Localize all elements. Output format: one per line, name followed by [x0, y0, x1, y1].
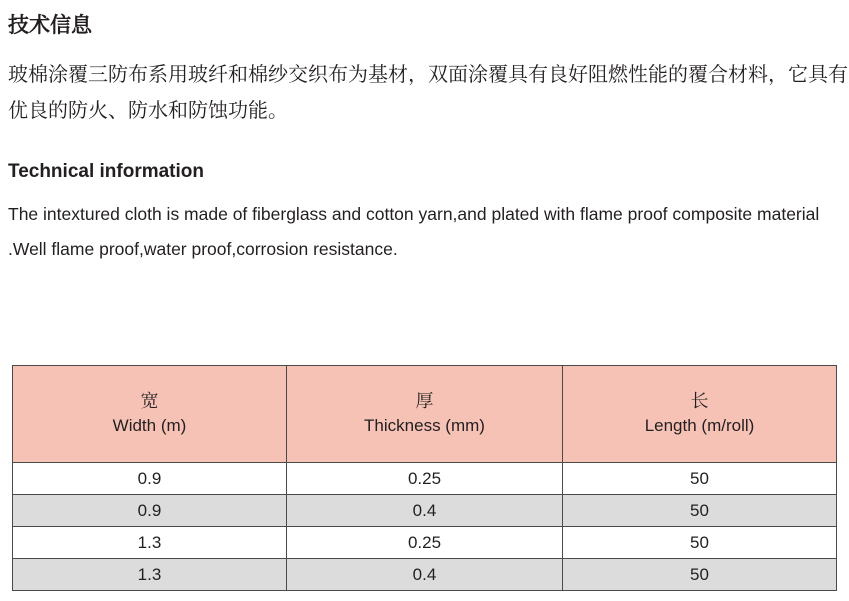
- column-header-width: [13, 366, 287, 463]
- chinese-heading: 技术信息: [8, 13, 92, 37]
- column-header-cn: 厚: [415, 391, 434, 412]
- table-cell-thickness: 0.4: [287, 495, 563, 527]
- column-header-en: Width (m): [112, 416, 187, 435]
- table-cell-width: 0.9: [13, 495, 287, 527]
- table-cell-length: 50: [563, 463, 837, 495]
- english-heading: Technical information: [8, 161, 205, 182]
- table-cell-width: 0.9: [13, 463, 287, 495]
- table-row: [13, 527, 837, 559]
- table-cell-thickness: 0.25: [287, 463, 563, 495]
- table-row: [13, 559, 837, 591]
- column-header-cn: 宽: [140, 391, 159, 412]
- table-row: [13, 495, 837, 527]
- chinese-description: 玻棉涂覆三防布系用玻纤和棉纱交织布为基材，双面涂覆具有良好阻燃性能的覆合材料，它具有优良的防火、防水和防蚀功能。: [8, 62, 848, 122]
- column-header-en: Length (m/roll): [644, 416, 755, 435]
- table-cell-width: 1.3: [13, 527, 287, 559]
- table-cell-width: 1.3: [13, 559, 287, 591]
- table-cell-length: 50: [563, 527, 837, 559]
- column-header-length: [563, 366, 837, 463]
- table-row: [13, 463, 837, 495]
- column-header-cn: 长: [690, 391, 709, 412]
- column-header-thickness: [287, 366, 563, 463]
- table-cell-thickness: 0.4: [287, 559, 563, 591]
- table-cell-thickness: 0.25: [287, 527, 563, 559]
- english-description: The intextured cloth is made of fiberglass and cotton yarn,and plated with flame proof composite material .Well flame proof,water proof,corrosion resistance.: [8, 204, 820, 259]
- table-cell-length: 50: [563, 495, 837, 527]
- column-header-en: Thickness (mm): [364, 416, 485, 435]
- table-cell-length: 50: [563, 559, 837, 591]
- table-header-row: [13, 366, 837, 463]
- specification-table: [12, 365, 837, 591]
